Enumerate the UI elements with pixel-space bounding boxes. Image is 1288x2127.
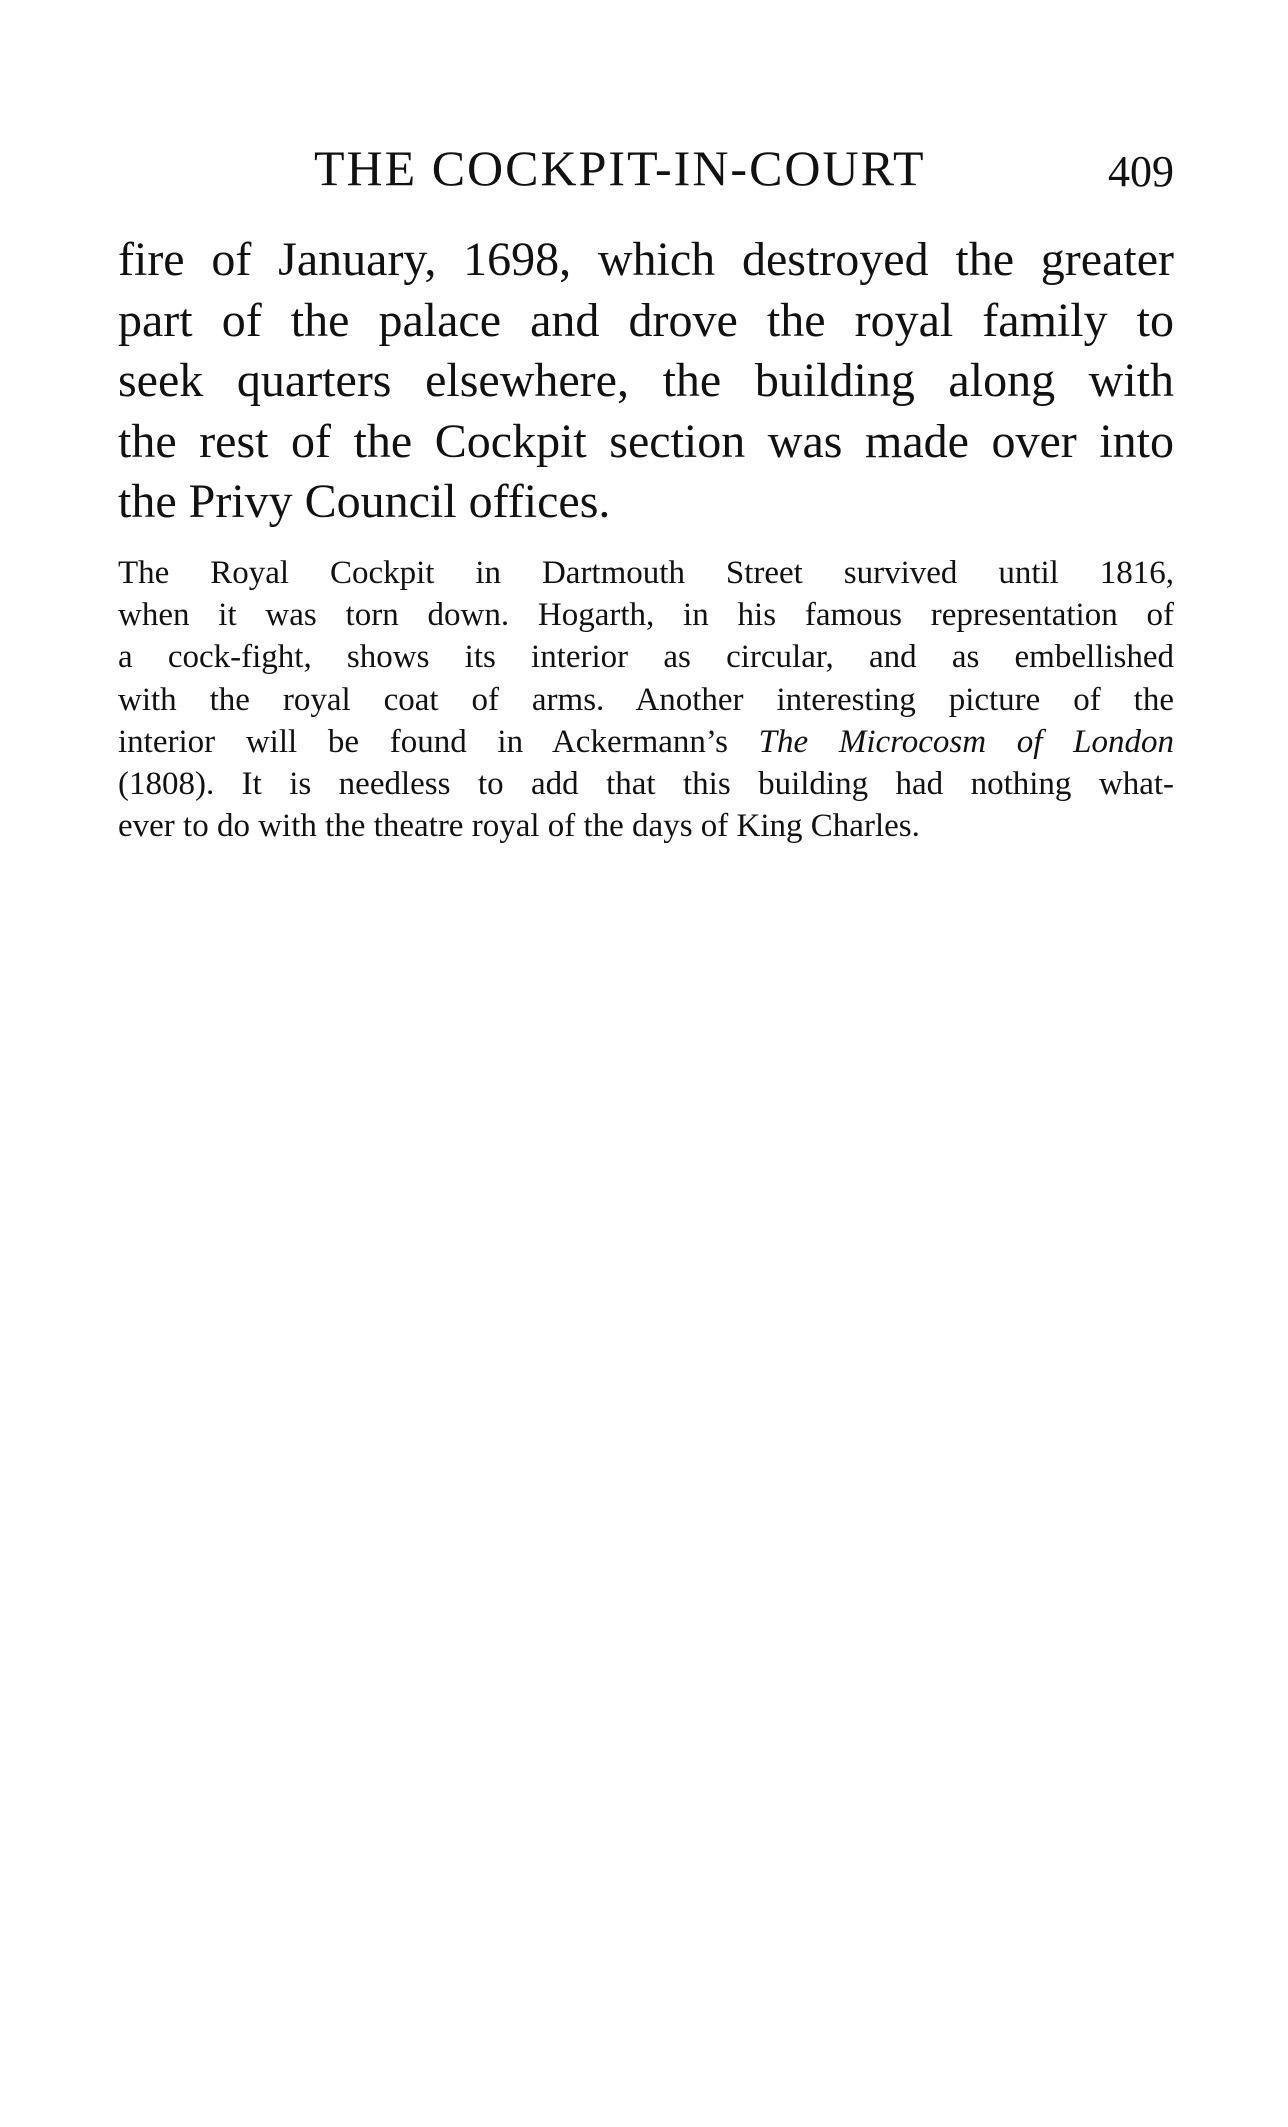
footnote-text: interior will be found in Ackermann’s <box>118 723 728 760</box>
running-head <box>118 138 1174 198</box>
body-paragraph <box>118 230 1174 533</box>
body-line: the rest of the Cockpit section was made over into <box>118 414 1174 468</box>
book-title: The Microcosm of London <box>758 723 1174 760</box>
footnote-line: a cock-fight, shows its interior as circular, and as embellished <box>118 639 1174 676</box>
footnote-line: with the royal coat of arms. Another interesting picture of the <box>118 681 1174 718</box>
page-number: 409 <box>1108 147 1174 196</box>
footnote-line: when it was torn down. Hogarth, in his famous representation of <box>118 597 1174 634</box>
running-title: THE COCKPIT-IN-COURT <box>314 140 926 196</box>
body-line: fire of January, 1698, which destroyed the greater <box>118 233 1174 286</box>
body-line: seek quarters elsewhere, the building along with <box>118 354 1174 407</box>
body-line: part of the palace and drove the royal family to <box>118 293 1174 347</box>
footnote <box>118 552 1174 847</box>
footnote-line: The Royal Cockpit in Dartmouth Street survived until 1816, <box>118 555 1174 591</box>
body-line: the Privy Council offices. <box>118 475 611 528</box>
footnote-line <box>118 721 1174 763</box>
footnote-line: (1808). It is needless to add that this building had nothing what- <box>118 765 1174 802</box>
footnote-line: ever to do with the theatre royal of the days of King Charles. <box>118 808 920 845</box>
